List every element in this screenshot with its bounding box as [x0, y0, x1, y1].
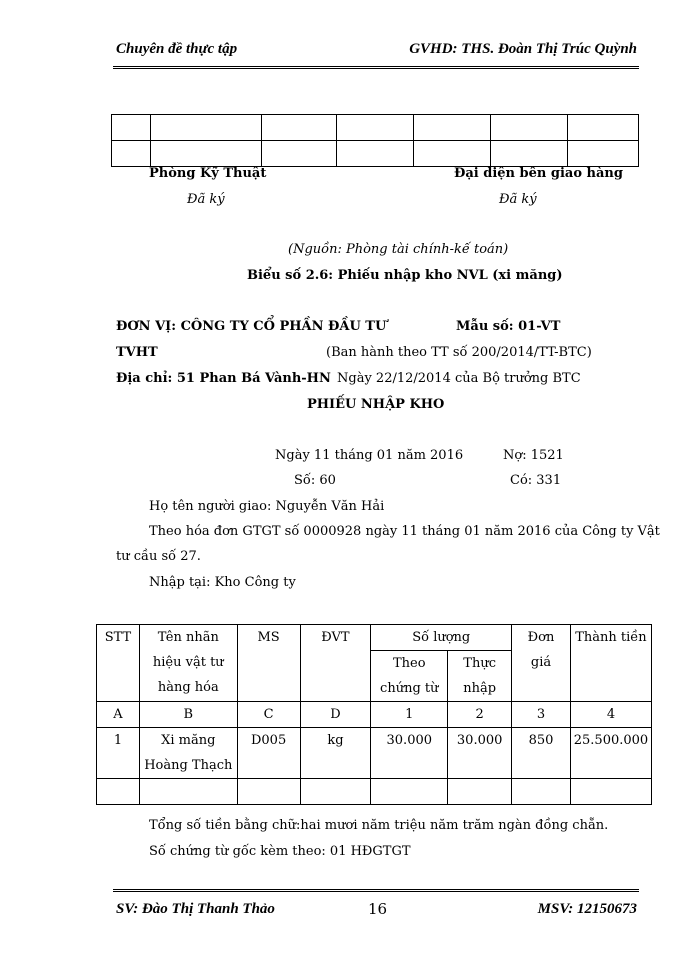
- deliverer-line: Họ tên người giao: Nguyễn Văn Hải: [149, 499, 385, 514]
- sign-left-title: Phòng Kỹ Thuật: [149, 166, 267, 181]
- header-rule: [113, 66, 639, 69]
- col-qty-doc-header: Theo chứng từ: [371, 651, 448, 702]
- debit-account: Nợ: 1521: [503, 448, 564, 463]
- row-price: 850: [512, 728, 571, 779]
- sign-left-status: Đã ký: [187, 192, 225, 207]
- unit-line1: ĐƠN VỊ: CÔNG TY CỔ PHẦN ĐẦU TƯ: [116, 319, 387, 334]
- header-left: Chuyên đề thực tập: [116, 41, 238, 57]
- col-price-header: Đơn giá: [512, 625, 571, 702]
- col-qty-header: Số lượng: [371, 625, 512, 651]
- receipt-date: Ngày 11 tháng 01 năm 2016: [275, 448, 464, 463]
- attached-documents: Số chứng từ gốc kèm theo: 01 HĐGTGT: [149, 844, 411, 859]
- row-total: 25.500.000: [570, 728, 651, 779]
- invoice-line-1: Theo hóa đơn GTGT số 0000928 ngày 11 tháng 01 năm 2016 của Công ty Vật: [149, 524, 660, 539]
- company-address: Địa chỉ: 51 Phan Bá Vành-HN: [116, 371, 331, 386]
- source-note: (Nguồn: Phòng tài chính-kế toán): [288, 242, 509, 257]
- col-name-header: Tên nhãn hiệu vật tư hàng hóa: [139, 625, 237, 702]
- footer-student-id: MSV: 12150673: [537, 901, 637, 917]
- document-title: PHIẾU NHẬP KHO: [307, 397, 445, 412]
- form-number: Mẫu số: 01-VT: [456, 319, 561, 334]
- sign-right-title: Đại diện bên giao hàng: [454, 166, 623, 181]
- empty-row: [97, 779, 652, 805]
- code-row: A B C D 1 2 3 4: [97, 702, 652, 728]
- issued-date: Ngày 22/12/2014 của Bộ trưởng BTC: [337, 371, 581, 386]
- table-row: [97, 728, 652, 779]
- col-dvt-header: ĐVT: [300, 625, 371, 702]
- row-name: Xi măng Hoàng Thạch: [139, 728, 237, 779]
- row-dvt: kg: [300, 728, 371, 779]
- col-ms-header: MS: [237, 625, 300, 702]
- issued-by: (Ban hành theo TT số 200/2014/TT-BTC): [326, 345, 592, 360]
- header-right: GVHD: THS. Đoàn Thị Trúc Quỳnh: [409, 41, 637, 57]
- invoice-line-2: tư cầu số 27.: [116, 549, 201, 564]
- col-total-header: Thành tiền: [570, 625, 651, 702]
- figure-caption: Biểu số 2.6: Phiếu nhập kho NVL (xi măng): [247, 268, 563, 283]
- warehouse-line: Nhập tại: Kho Công ty: [149, 575, 296, 590]
- footer-student: SV: Đào Thị Thanh Thảo: [116, 901, 275, 917]
- receipt-table: [96, 624, 652, 805]
- credit-account: Có: 331: [510, 473, 562, 488]
- receipt-number: Số: 60: [294, 473, 336, 488]
- top-table-fragment: [111, 114, 639, 167]
- col-stt-header: STT: [97, 625, 140, 702]
- row-qty-actual: 30.000: [448, 728, 512, 779]
- row-ms: D005: [237, 728, 300, 779]
- unit-line2: TVHT: [116, 345, 158, 360]
- row-qty-doc: 30.000: [371, 728, 448, 779]
- col-qty-actual-header: Thực nhập: [448, 651, 512, 702]
- footer-rule: [113, 889, 639, 892]
- total-in-words: Tổng số tiền bằng chữ:hai mươi năm triệu năm trăm ngàn đồng chẵn.: [149, 818, 609, 833]
- page-number: 16: [368, 900, 388, 918]
- sign-right-status: Đã ký: [499, 192, 537, 207]
- row-stt: 1: [97, 728, 140, 779]
